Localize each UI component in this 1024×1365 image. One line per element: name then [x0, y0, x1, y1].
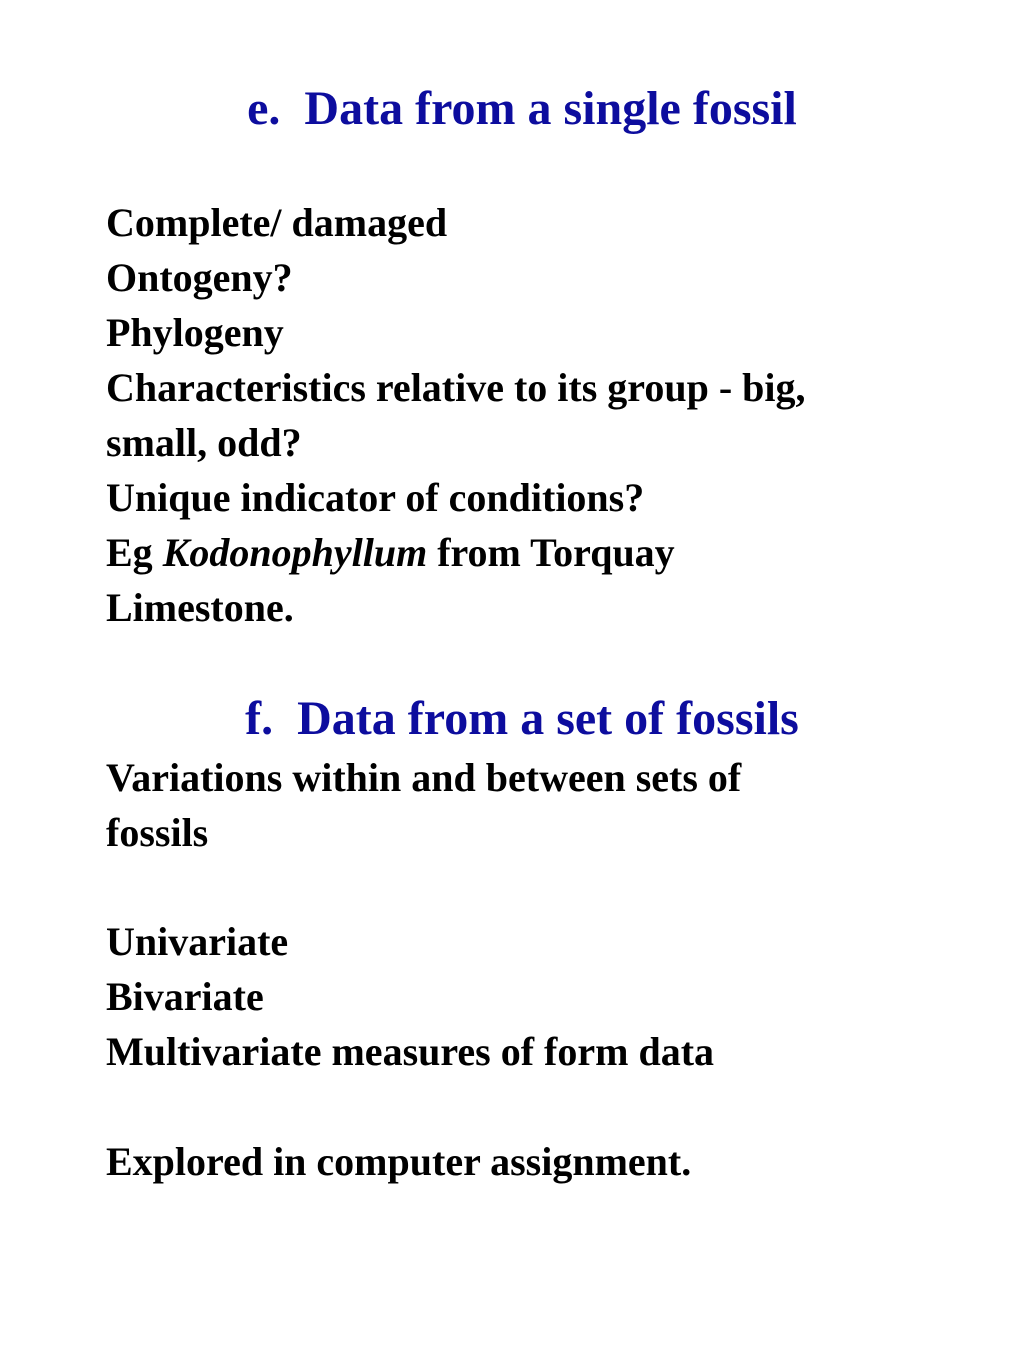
section-f-intro-line-cont: fossils	[106, 810, 209, 855]
section-e-example-continuation: Limestone.	[106, 585, 294, 630]
section-f-intro	[106, 750, 926, 860]
section-f-heading: f. Data from a set of fossils	[245, 692, 799, 745]
section-e-example-line	[106, 525, 926, 580]
section-e-line-characteristics: Characteristics relative to its group - big,	[106, 365, 806, 410]
section-f-closing	[106, 1134, 926, 1189]
section-e-line-characteristics-cont: small, odd?	[106, 420, 302, 465]
section-e-line-phylogeny: Phylogeny	[106, 310, 284, 355]
section-f-intro-line: Variations within and between sets of	[106, 755, 742, 800]
measure-univariate: Univariate	[106, 919, 289, 964]
section-e-line-indicator: Unique indicator of conditions?	[106, 475, 645, 520]
section-e-body	[106, 195, 926, 635]
example-suffix: from Torquay	[427, 530, 675, 575]
section-e-line-complete: Complete/ damaged	[106, 200, 448, 245]
section-e-heading: e. Data from a single fossil	[247, 82, 797, 135]
measure-bivariate: Bivariate	[106, 974, 264, 1019]
closing-line: Explored in computer assignment.	[106, 1139, 692, 1184]
section-e-line-ontogeny: Ontogeny?	[106, 255, 293, 300]
example-prefix: Eg	[106, 530, 163, 575]
example-taxon: Kodonophyllum	[162, 530, 428, 575]
section-f-measures	[106, 914, 926, 1079]
measure-multivariate: Multivariate measures of form data	[106, 1029, 715, 1074]
